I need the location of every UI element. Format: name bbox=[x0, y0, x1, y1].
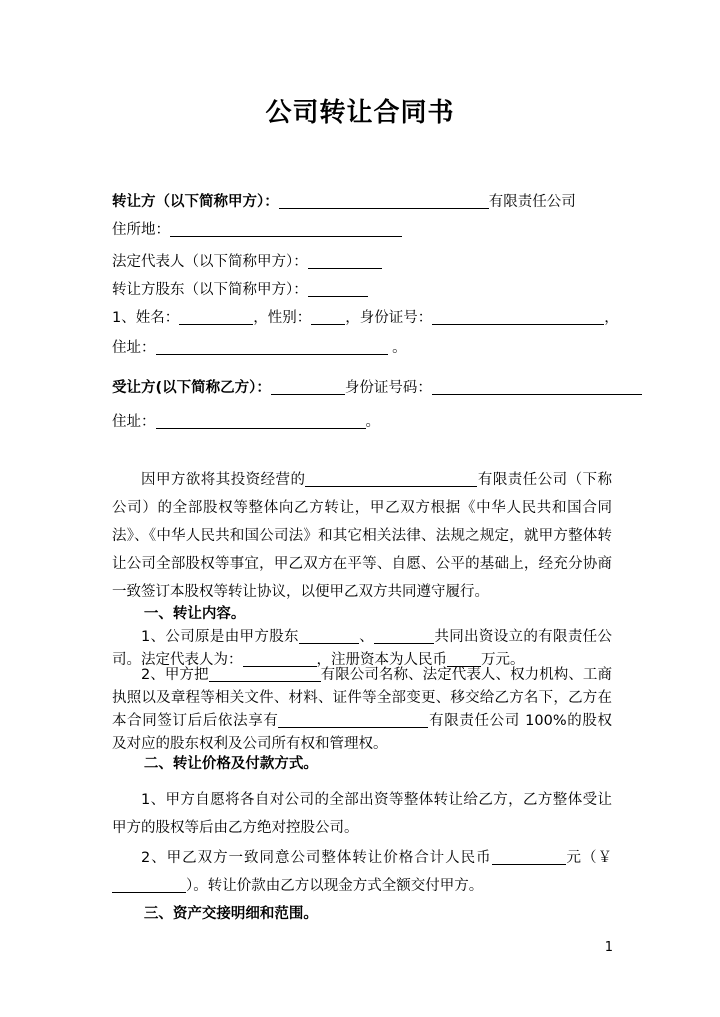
shareholder-id-blank[interactable] bbox=[432, 309, 604, 325]
section-heading-2: 二、转让价格及付款方式。 bbox=[143, 756, 318, 772]
section2-item2 bbox=[112, 844, 612, 900]
transferee-residence-line bbox=[112, 408, 612, 436]
shareholder-residence-line bbox=[112, 334, 612, 362]
s1-i2-company1-blank[interactable] bbox=[209, 666, 321, 682]
s2-i2-b: 元（￥ bbox=[565, 850, 612, 866]
s2-i2-c: ）。转让价款由乙方以现金方式全额交付甲方。 bbox=[186, 878, 484, 894]
s2-i2-a: 2、甲乙双方一致同意公司整体转让价格合计人民币 bbox=[141, 850, 492, 866]
section-heading-3: 三、资产交接明细和范围。 bbox=[143, 906, 318, 922]
transferor-shareholder-line bbox=[112, 276, 612, 304]
shareholder-residence-label: 住址： bbox=[112, 340, 156, 356]
s1-i2-b: 有限公司名称、法定代表人、权力机构、工商执照以及章程等相关文件、材料、证件等全部变更、移交给乙方名下，乙方在本合同签订后后依法享有 bbox=[112, 667, 612, 729]
preamble-paragraph bbox=[112, 466, 612, 606]
transferee-label: 受让方(以下简称乙方）： bbox=[112, 380, 271, 396]
transferor-address-label: 住所地： bbox=[112, 222, 170, 238]
transferee-residence-label: 住址： bbox=[112, 414, 156, 430]
s1-i1-a: 1、公司原是由甲方股东 bbox=[141, 629, 299, 645]
transferor-label: 转让方（以下简称甲方）： bbox=[112, 194, 279, 210]
shareholder-detail-line bbox=[112, 304, 619, 332]
page-number: 1 bbox=[604, 940, 613, 955]
s2-i1-a: 1、甲方自愿将各自对公司的全部出资等整体转让给乙方，乙方整体受让甲方的股权等后由乙方绝对控股公司。 bbox=[112, 792, 612, 836]
transferee-id-label: 身份证号码： bbox=[344, 380, 432, 396]
shareholder-id-label: ，身份证号： bbox=[345, 310, 433, 326]
transferor-shareholder-label: 转让方股东（以下简称甲方）： bbox=[112, 282, 308, 298]
transferor-address-line bbox=[112, 216, 612, 244]
s1-i1-e: 万元。 bbox=[481, 652, 525, 668]
preamble-company-blank[interactable] bbox=[305, 471, 477, 487]
transferee-id-blank[interactable] bbox=[432, 379, 642, 395]
s1-i1-shareholder2-blank[interactable] bbox=[374, 628, 434, 644]
transferor-address-blank[interactable] bbox=[170, 221, 402, 237]
shareholder-gender-label: ，性别： bbox=[253, 310, 312, 326]
section2-item1 bbox=[112, 786, 612, 842]
shareholder-gender-blank[interactable] bbox=[311, 309, 345, 325]
s1-i1-d: ，注册资本为人民币 bbox=[316, 652, 447, 668]
legal-rep-label: 法定代表人（以下简称甲方）： bbox=[112, 254, 308, 270]
legal-rep-blank[interactable] bbox=[308, 253, 382, 269]
s1-i1-shareholder1-blank[interactable] bbox=[299, 628, 359, 644]
shareholder-name-label: 1、姓名： bbox=[112, 310, 180, 326]
s1-i1-c: 共同出资设立的有限责任公司。法定代表人为： bbox=[112, 629, 613, 668]
legal-rep-line bbox=[112, 248, 612, 276]
s1-i1-b: 、 bbox=[358, 629, 375, 645]
shareholder-residence-period: 。 bbox=[392, 340, 407, 356]
s1-i2-company2-blank[interactable] bbox=[278, 712, 428, 728]
section-heading-1: 一、转让内容。 bbox=[143, 606, 246, 622]
transferor-shareholder-blank[interactable] bbox=[308, 281, 368, 297]
s2-i2-price-blank[interactable] bbox=[492, 849, 566, 865]
page-title: 公司转让合同书 bbox=[265, 98, 455, 128]
transferor-name-blank[interactable] bbox=[279, 193, 489, 209]
transferee-residence-period: 。 bbox=[365, 414, 380, 430]
preamble-part2: 有限责任公司（下称公司）的全部股权等整体向乙方转让，甲乙双方根据《中华人民共和国合同法》、《中华人民共和国公司法》和其它相关法律、法规之规定，就甲方整体转让公司全部股权等事宜，甲乙双方在平等、自愿、公平的基础上，经充分协商一致签订本股权等转让协议，以便甲乙双方共同遵守履行。 bbox=[112, 472, 613, 600]
shareholder-name-blank[interactable] bbox=[179, 309, 253, 325]
transferor-line bbox=[112, 188, 612, 216]
shareholder-id-comma: ， bbox=[604, 310, 619, 326]
transferee-residence-blank[interactable] bbox=[156, 413, 366, 429]
transferor-suffix: 有限责任公司 bbox=[488, 194, 576, 210]
shareholder-residence-blank[interactable] bbox=[156, 339, 388, 355]
preamble-part1: 因甲方欲将其投资经营的 bbox=[141, 472, 306, 488]
s1-i2-c: 有限责任公司 100%的股权及对应的股东权利及公司所有权和管理权。 bbox=[112, 713, 612, 752]
s1-i2-a: 2、甲方把 bbox=[141, 667, 209, 683]
transferee-name-blank[interactable] bbox=[271, 379, 345, 395]
section1-item2 bbox=[112, 664, 612, 756]
s2-i2-amount-blank[interactable] bbox=[112, 877, 186, 893]
transferee-line bbox=[112, 374, 612, 402]
